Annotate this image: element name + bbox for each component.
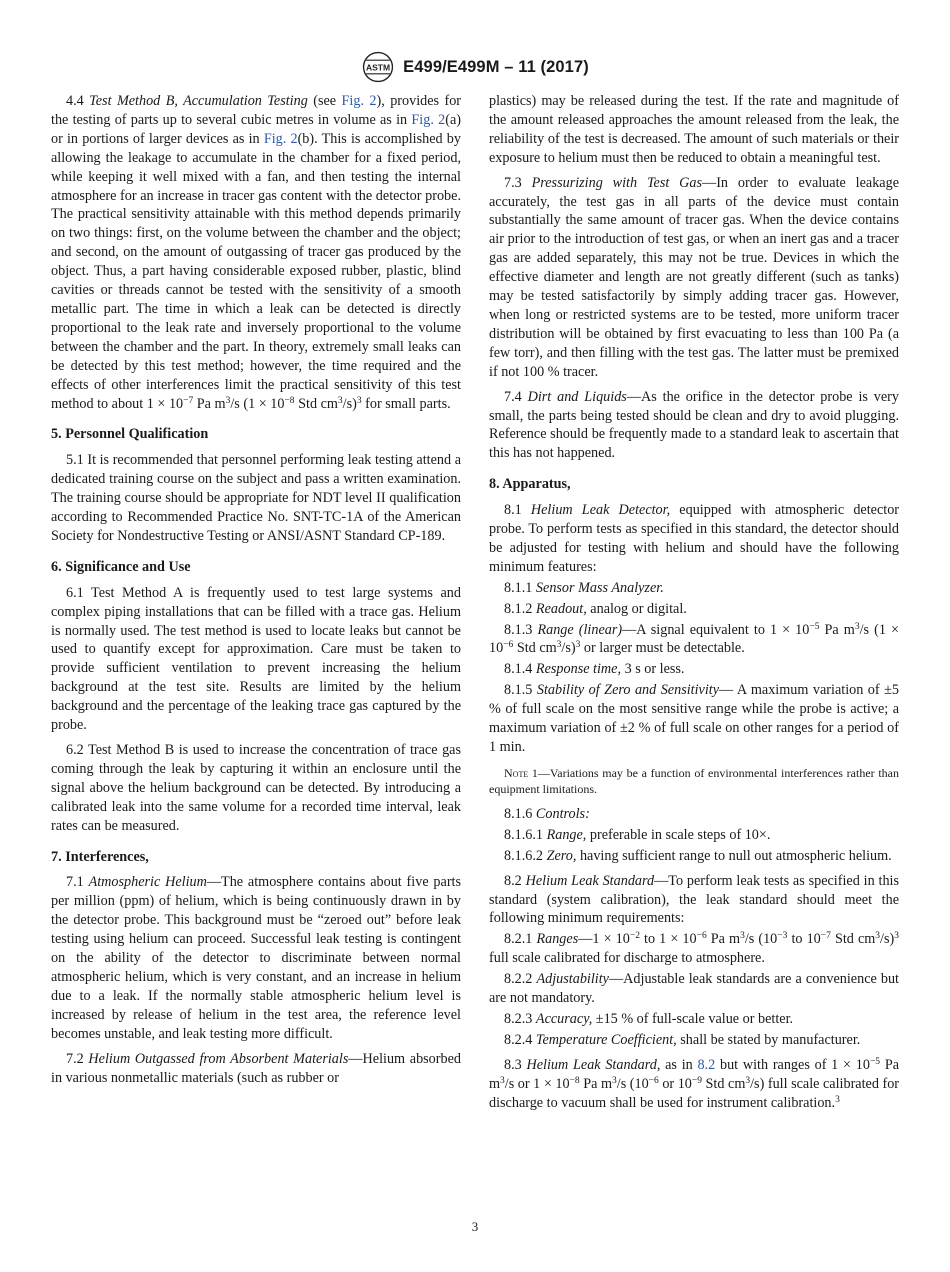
heading-personnel-qualification: 5. Personnel Qualification: [51, 426, 209, 443]
fig-2-link[interactable]: Fig. 2: [263, 130, 298, 147]
section-8-1: 8.1 Helium Leak Detector, equipped with atmospheric detector probe. To perform tests as specified in this standard, the detector should be adjusted for testing with helium and should have the following minimum features:: [489, 502, 900, 575]
right-column: [489, 92, 899, 1119]
section-8-2-2: 8.2.2 Adjustability—Adjustable leak standards are a convenience but are not mandatory.: [489, 971, 900, 1007]
section-8-2: 8.2 Helium Leak Standard—To perform leak tests as specified in this standard (system calibration), the leak standard should meet the following minimum requirements:: [489, 872, 899, 927]
section-8-2-3: 8.2.3 Accuracy, ±15 % of full-scale value or better.: [504, 1010, 794, 1027]
note-1: Note 1—Variations may be a function of environmental interferences rather than equipment limitations.: [489, 765, 899, 796]
section-8-2-link[interactable]: 8.2: [697, 1056, 716, 1073]
heading-apparatus: 8. Apparatus,: [489, 476, 571, 493]
astm-logo-icon: [361, 50, 395, 84]
fig-2-link[interactable]: Fig. 2: [341, 93, 377, 109]
section-6-2: 6.2 Test Method B is used to increase the concentration of trace gas coming through the leak by capturing it within an enclosure until the signal above the helium background can be detected. By introducing a calibrated leak into the same volume for a recorded time interval, leak rates can be measured.: [51, 742, 461, 834]
standard-designation: E499/E499M – 11 (2017): [403, 57, 589, 76]
section-8-1-4: 8.1.4 Response time, 3 s or less.: [504, 661, 685, 678]
section-5-1: 5.1 It is recommended that personnel performing leak testing attend a dedicated training course on the subject and pass a written examination. The training course should be appropriate for NDT level II qualification according to Recommended Practice No. SNT-TC-1A of the American Society for Nondestructive Testing or ANSI/ASNT Standard CP-189.: [51, 452, 461, 544]
section-7-2: 7.2 Helium Outgassed from Absorbent Materials—Helium absorbed in various nonmetallic materials (such as rubber or: [51, 1050, 461, 1086]
page-header: [0, 50, 950, 89]
section-8-3: 8.3 Helium Leak Standard, as in 8.2 but with ranges of $1 \times 10^{-5}$ Pa $m^3/s$ or $1 \times 10^{-8}$ Pa $m^3/s$ ($10^{-6}$ or $10^{-9}$ Std $cm^3/s$) full scale calibrated for discharge to vacuum shall be used for instrument calibration.$^3$: [489, 1056, 900, 1111]
heading-interferences: 7. Interferences,: [51, 848, 149, 865]
section-7-2-continued: plastics) may be released during the test. If the rate and magnitude of the amount released approaches the amount released from the leak, the reliability of the test is decreased. The amount of such materials or their exposure to helium must then be reduced to obtain a meaningful test.: [489, 93, 899, 166]
section-8-1-6-2: 8.1.6.2 Zero, having sufficient range to null out atmospheric helium.: [504, 847, 892, 864]
section-8-1-1: 8.1.1 Sensor Mass Analyzer.: [504, 579, 664, 596]
section-6-1: 6.1 Test Method A is frequently used to test large systems and complex piping installations that can be filled with a trace gas. Helium is normally used. The test method is used to locate leaks but cannot be used to quantify except for approximation. Care must be taken to provide sufficient ventilation to prevent increasing the helium background at the test site. Results are limited by the helium background and the percentage of the leaking trace gas captured by the probe.: [51, 584, 461, 734]
heading-significance-and-use: 6. Significance and Use: [51, 558, 191, 575]
page-number: 3: [471, 1219, 479, 1234]
fig-2-link[interactable]: Fig. 2: [411, 111, 446, 128]
section-8-1-5: 8.1.5 Stability of Zero and Sensitivity— A maximum variation of ±5 % of full scale on the most sensitive range while the probe is active; a maximum variation of ±2 % of full scale on other ranges for a period of 1 min.: [489, 682, 899, 755]
logo-text: ASTM: [366, 62, 391, 73]
left-column: [51, 92, 461, 1093]
section-7-4: 7.4 Dirt and Liquids—As the orifice in the detector probe is very small, the parts being tested should be clean and dry to avoid plugging. Reference should be frequently made to a standard leak to ascertain that this has not happened.: [489, 388, 899, 462]
section-7-1: 7.1 Atmospheric Helium—The atmosphere contains about five parts per million (ppm) of helium, which is being continuously drawn in by the detector probe. This background must be “zeroed out” before leak testing using helium can proceed. Successful leak testing is contingent on the ability of the detector to discriminate between normal atmospheric helium, which is very constant, and an increase in helium due to a leak. If the normally stable atmospheric helium level is increased by release of helium in the test area, the reference level becomes unstable, and leak testing more difficult.: [51, 874, 462, 1042]
section-8-1-6-1: 8.1.6.1 Range, preferable in scale steps of 10×.: [504, 826, 771, 843]
section-8-1-6: 8.1.6 Controls:: [504, 805, 590, 822]
section-8-1-3: 8.1.3 Range (linear)—A signal equivalent to $1 \times 10^{-5}$ Pa $m^3/s$ ($1 \times 10^{-6}$ Std $cm^3/s)^3$ or larger must be detectable.: [489, 621, 899, 657]
section-4-4: 4.4 Test Method B, Accumulation Testing (see Fig. 2), provides for the testing of parts up to several cubic metres in volume as in Fig. 2(a) or in portions of larger devices as in Fig. 2(b). This is accomplished by allowing the leakage to accumulate in the chamber for a fixed period, while keeping it well mixed with a fan, and then testing the internal atmosphere for an increase in tracer gas content with the detector probe. The practical sensitivity attainable with this method depends primarily on two things: first, on the volume between the chamber and the object; and second, on the amount of outgassing of tracer gas produced by the object. Thus, a part having considerable exposed rubber, plastic, blind cavities or threads cannot be tested with the sensitivity of a smooth metallic part. The time in which a leak can be detected is directly proportional to the leak rate and inversely proportional to the volume between the chamber and the part. In theory, extremely small leaks can be detected by this test method; however, the time required and the effects of other interferences limit the practical sensitivity of this test method to about $1 \times 10^{-7}$ Pa $m^3/s$ ($1 \times 10^{-8}$ Std $cm^3/s)^3$ for small parts.: [51, 93, 462, 412]
section-8-2-4: 8.2.4 Temperature Coefficient, shall be stated by manufacturer.: [504, 1031, 861, 1048]
section-8-1-2: 8.1.2 Readout, analog or digital.: [504, 600, 687, 617]
section-7-3: 7.3 Pressurizing with Test Gas—In order to evaluate leakage accurately, the test gas in all parts of the device must contain substantially the same amount of tracer gas. When the device contains air prior to the introduction of test gas, or when an inert gas and a tracer gas are added separately, this may not be true. Devices in which the effective diameter and length are not greatly different (such as tanks) may be tested satisfactorily by simply adding tracer gas. However, when long or restricted systems are to be tested, more uniform tracer distribution will be obtained by first evacuating to less than 100 Pa (a few torr), and then filling with the test gas. The latter must be premixed if not 100 % tracer.: [489, 174, 899, 380]
section-8-2-1: 8.2.1 Ranges—1 × $10^{-2}$ to $1 \times 10^{-6}$ Pa $m^3/s$ ($10^{-3}$ to $10^{-7}$ Std $cm^3/s)^3$ full scale calibrated for discharge to atmosphere.: [489, 931, 899, 967]
